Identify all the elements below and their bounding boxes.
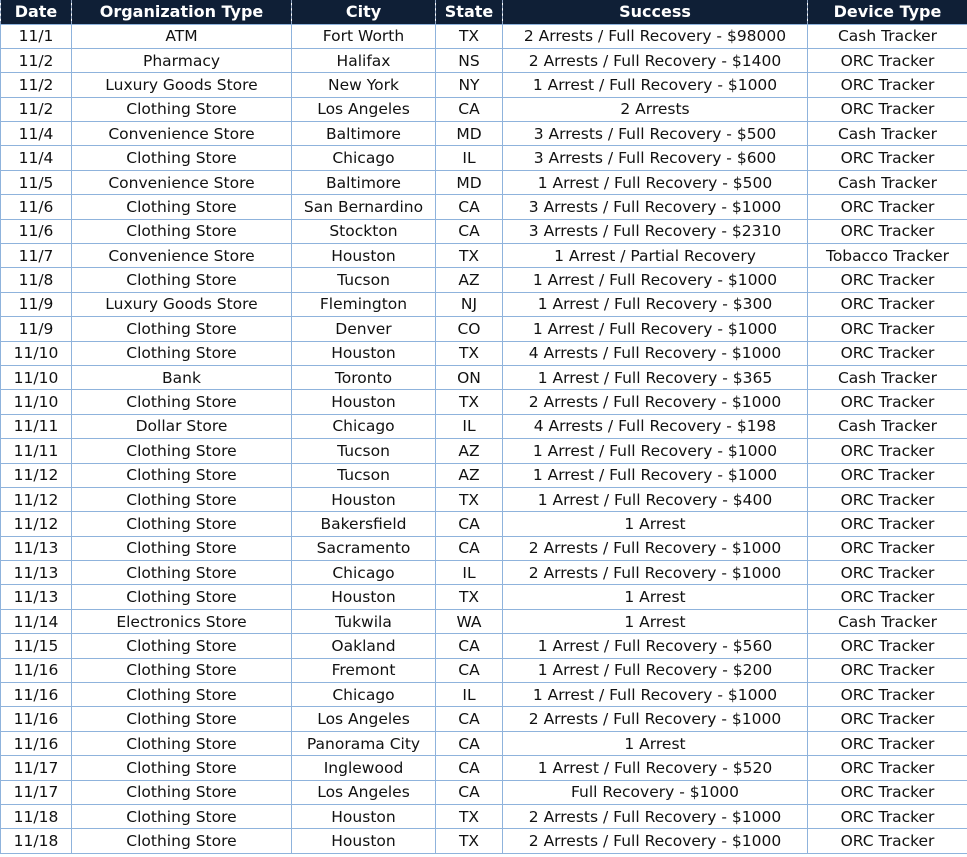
cell-success: 1 Arrest / Full Recovery - $1000 (503, 439, 808, 463)
cell-date: 11/16 (1, 707, 72, 731)
cell-city: Chicago (292, 414, 436, 438)
cell-city: Chicago (292, 561, 436, 585)
cell-device-type: ORC Tracker (808, 585, 967, 609)
cell-success: 1 Arrest / Full Recovery - $200 (503, 658, 808, 682)
table-row (1, 585, 967, 609)
cell-state: CA (436, 219, 503, 243)
cell-city: Houston (292, 585, 436, 609)
cell-state: CA (436, 97, 503, 121)
cell-city: Houston (292, 341, 436, 365)
cell-state: TX (436, 390, 503, 414)
cell-device-type: Tobacco Tracker (808, 244, 967, 268)
cell-date: 11/7 (1, 244, 72, 268)
cell-device-type: ORC Tracker (808, 707, 967, 731)
cell-date: 11/10 (1, 365, 72, 389)
header-date: Date (1, 0, 72, 24)
cell-success: 3 Arrests / Full Recovery - $2310 (503, 219, 808, 243)
cell-city: Houston (292, 805, 436, 829)
table-row (1, 512, 967, 536)
cell-date: 11/10 (1, 341, 72, 365)
cell-organization-type: Clothing Store (72, 487, 292, 511)
cell-city: Flemington (292, 292, 436, 316)
cell-state: CA (436, 512, 503, 536)
cell-device-type: Cash Tracker (808, 414, 967, 438)
cell-organization-type: Clothing Store (72, 536, 292, 560)
cell-city: Los Angeles (292, 707, 436, 731)
cell-state: AZ (436, 463, 503, 487)
cell-device-type: ORC Tracker (808, 219, 967, 243)
header-success: Success (503, 0, 808, 24)
cell-organization-type: Clothing Store (72, 683, 292, 707)
cell-success: 2 Arrests / Full Recovery - $98000 (503, 24, 808, 48)
cell-city: Inglewood (292, 756, 436, 780)
table-row (1, 756, 967, 780)
cell-organization-type: Bank (72, 365, 292, 389)
cell-state: CA (436, 634, 503, 658)
cell-organization-type: Clothing Store (72, 512, 292, 536)
cell-success: 1 Arrest / Full Recovery - $300 (503, 292, 808, 316)
cell-city: San Bernardino (292, 195, 436, 219)
cell-city: Tucson (292, 268, 436, 292)
cell-state: AZ (436, 268, 503, 292)
cell-success: 1 Arrest (503, 585, 808, 609)
cell-state: IL (436, 146, 503, 170)
cell-success: 1 Arrest / Full Recovery - $1000 (503, 268, 808, 292)
table-row (1, 97, 967, 121)
cell-organization-type: Clothing Store (72, 805, 292, 829)
cell-organization-type: Convenience Store (72, 244, 292, 268)
table-row (1, 244, 967, 268)
cell-date: 11/13 (1, 536, 72, 560)
cell-date: 11/8 (1, 268, 72, 292)
table-row (1, 317, 967, 341)
table-row (1, 439, 967, 463)
cell-city: Tukwila (292, 609, 436, 633)
cell-city: Houston (292, 390, 436, 414)
cell-organization-type: Electronics Store (72, 609, 292, 633)
cell-device-type: Cash Tracker (808, 609, 967, 633)
cell-city: Houston (292, 244, 436, 268)
cell-organization-type: Dollar Store (72, 414, 292, 438)
cell-city: Houston (292, 487, 436, 511)
cell-success: 2 Arrests (503, 97, 808, 121)
cell-state: TX (436, 244, 503, 268)
cell-date: 11/4 (1, 122, 72, 146)
table-row (1, 170, 967, 194)
cell-device-type: ORC Tracker (808, 195, 967, 219)
table-row (1, 390, 967, 414)
cell-state: CA (436, 780, 503, 804)
cell-device-type: ORC Tracker (808, 390, 967, 414)
cell-date: 11/2 (1, 97, 72, 121)
cell-organization-type: Clothing Store (72, 268, 292, 292)
cell-success: 4 Arrests / Full Recovery - $198 (503, 414, 808, 438)
cell-state: CA (436, 658, 503, 682)
cell-city: Panorama City (292, 731, 436, 755)
cell-state: IL (436, 561, 503, 585)
cell-date: 11/16 (1, 658, 72, 682)
cell-date: 11/16 (1, 683, 72, 707)
cell-date: 11/17 (1, 780, 72, 804)
cell-device-type: ORC Tracker (808, 634, 967, 658)
cell-date: 11/15 (1, 634, 72, 658)
cell-state: MD (436, 170, 503, 194)
table-row (1, 536, 967, 560)
cell-device-type: ORC Tracker (808, 512, 967, 536)
cell-city: Baltimore (292, 170, 436, 194)
cell-organization-type: Clothing Store (72, 195, 292, 219)
cell-device-type: ORC Tracker (808, 292, 967, 316)
cell-organization-type: Clothing Store (72, 97, 292, 121)
cell-date: 11/13 (1, 585, 72, 609)
cell-organization-type: Clothing Store (72, 731, 292, 755)
cell-state: CA (436, 536, 503, 560)
table-row (1, 658, 967, 682)
cell-organization-type: Clothing Store (72, 341, 292, 365)
cell-city: Stockton (292, 219, 436, 243)
table-row (1, 780, 967, 804)
cell-city: Fort Worth (292, 24, 436, 48)
cell-device-type: ORC Tracker (808, 97, 967, 121)
cell-organization-type: Clothing Store (72, 146, 292, 170)
cell-city: Fremont (292, 658, 436, 682)
cell-organization-type: Clothing Store (72, 463, 292, 487)
cell-device-type: ORC Tracker (808, 731, 967, 755)
header-organization-type: Organization Type (72, 0, 292, 24)
cell-device-type: ORC Tracker (808, 146, 967, 170)
cell-city: Los Angeles (292, 97, 436, 121)
cell-organization-type: Clothing Store (72, 561, 292, 585)
table-row (1, 609, 967, 633)
table-row (1, 561, 967, 585)
cell-city: Bakersfield (292, 512, 436, 536)
cell-state: CA (436, 707, 503, 731)
cell-device-type: ORC Tracker (808, 780, 967, 804)
table-row (1, 414, 967, 438)
cell-device-type: ORC Tracker (808, 658, 967, 682)
cell-state: TX (436, 829, 503, 853)
cell-organization-type: Clothing Store (72, 585, 292, 609)
cell-success: 3 Arrests / Full Recovery - $1000 (503, 195, 808, 219)
cell-success: 4 Arrests / Full Recovery - $1000 (503, 341, 808, 365)
cell-organization-type: Clothing Store (72, 219, 292, 243)
cell-state: NY (436, 73, 503, 97)
cell-organization-type: Clothing Store (72, 707, 292, 731)
header-city: City (292, 0, 436, 24)
cell-state: NS (436, 48, 503, 72)
cell-organization-type: Clothing Store (72, 756, 292, 780)
cell-city: Tucson (292, 439, 436, 463)
cell-state: MD (436, 122, 503, 146)
cell-date: 11/2 (1, 48, 72, 72)
cell-success: 3 Arrests / Full Recovery - $600 (503, 146, 808, 170)
cell-device-type: Cash Tracker (808, 365, 967, 389)
cell-organization-type: Clothing Store (72, 439, 292, 463)
cell-success: 1 Arrest / Full Recovery - $520 (503, 756, 808, 780)
cell-date: 11/6 (1, 195, 72, 219)
table-row (1, 365, 967, 389)
cell-state: ON (436, 365, 503, 389)
cell-state: TX (436, 487, 503, 511)
cell-date: 11/4 (1, 146, 72, 170)
cell-date: 11/6 (1, 219, 72, 243)
cell-city: Houston (292, 829, 436, 853)
cell-city: Halifax (292, 48, 436, 72)
table-row (1, 48, 967, 72)
table-row (1, 731, 967, 755)
cell-state: CA (436, 756, 503, 780)
cell-state: CA (436, 195, 503, 219)
table-row (1, 268, 967, 292)
cell-date: 11/12 (1, 487, 72, 511)
cell-device-type: ORC Tracker (808, 439, 967, 463)
cell-date: 11/2 (1, 73, 72, 97)
cell-device-type: ORC Tracker (808, 561, 967, 585)
cell-device-type: ORC Tracker (808, 487, 967, 511)
cell-state: WA (436, 609, 503, 633)
cell-success: 1 Arrest / Full Recovery - $1000 (503, 73, 808, 97)
cell-device-type: Cash Tracker (808, 24, 967, 48)
cell-date: 11/14 (1, 609, 72, 633)
cell-organization-type: Clothing Store (72, 634, 292, 658)
cell-date: 11/18 (1, 805, 72, 829)
cell-date: 11/9 (1, 292, 72, 316)
cell-organization-type: Convenience Store (72, 122, 292, 146)
table-row (1, 829, 967, 853)
cell-organization-type: Clothing Store (72, 658, 292, 682)
cell-organization-type: Clothing Store (72, 317, 292, 341)
cell-device-type: ORC Tracker (808, 829, 967, 853)
cell-date: 11/12 (1, 512, 72, 536)
cell-date: 11/1 (1, 24, 72, 48)
table-row (1, 219, 967, 243)
cell-success: 3 Arrests / Full Recovery - $500 (503, 122, 808, 146)
cell-city: Oakland (292, 634, 436, 658)
table-row (1, 805, 967, 829)
table-row (1, 487, 967, 511)
table-row (1, 292, 967, 316)
cell-city: Chicago (292, 146, 436, 170)
table-row (1, 683, 967, 707)
cell-organization-type: Convenience Store (72, 170, 292, 194)
cell-city: Denver (292, 317, 436, 341)
cell-city: Toronto (292, 365, 436, 389)
cell-date: 11/11 (1, 439, 72, 463)
cell-organization-type: Luxury Goods Store (72, 73, 292, 97)
cell-device-type: ORC Tracker (808, 536, 967, 560)
cell-date: 11/5 (1, 170, 72, 194)
table-row (1, 195, 967, 219)
cell-device-type: ORC Tracker (808, 463, 967, 487)
cell-state: CO (436, 317, 503, 341)
cell-device-type: ORC Tracker (808, 805, 967, 829)
cell-city: New York (292, 73, 436, 97)
table-row (1, 24, 967, 48)
cell-success: 1 Arrest / Full Recovery - $1000 (503, 463, 808, 487)
header-state: State (436, 0, 503, 24)
cell-organization-type: Luxury Goods Store (72, 292, 292, 316)
table-header (1, 0, 967, 24)
cell-state: AZ (436, 439, 503, 463)
cell-success: 1 Arrest / Partial Recovery (503, 244, 808, 268)
cell-state: TX (436, 585, 503, 609)
cell-organization-type: ATM (72, 24, 292, 48)
cell-state: IL (436, 414, 503, 438)
cell-success: 1 Arrest (503, 512, 808, 536)
cell-device-type: Cash Tracker (808, 170, 967, 194)
cell-state: TX (436, 805, 503, 829)
table-row (1, 73, 967, 97)
cell-state: CA (436, 731, 503, 755)
cell-success: 1 Arrest / Full Recovery - $400 (503, 487, 808, 511)
cell-device-type: ORC Tracker (808, 268, 967, 292)
cell-success: 2 Arrests / Full Recovery - $1000 (503, 390, 808, 414)
cell-success: 2 Arrests / Full Recovery - $1000 (503, 829, 808, 853)
cell-date: 11/16 (1, 731, 72, 755)
cell-success: 2 Arrests / Full Recovery - $1400 (503, 48, 808, 72)
cell-success: 1 Arrest / Full Recovery - $560 (503, 634, 808, 658)
cell-date: 11/13 (1, 561, 72, 585)
cell-city: Sacramento (292, 536, 436, 560)
cell-organization-type: Pharmacy (72, 48, 292, 72)
table-row (1, 122, 967, 146)
cell-city: Tucson (292, 463, 436, 487)
cell-success: 1 Arrest (503, 731, 808, 755)
cell-device-type: ORC Tracker (808, 48, 967, 72)
cell-organization-type: Clothing Store (72, 829, 292, 853)
cell-device-type: ORC Tracker (808, 317, 967, 341)
cell-date: 11/17 (1, 756, 72, 780)
cell-success: 1 Arrest / Full Recovery - $1000 (503, 683, 808, 707)
cell-device-type: ORC Tracker (808, 73, 967, 97)
cell-device-type: ORC Tracker (808, 683, 967, 707)
table-row (1, 634, 967, 658)
cell-date: 11/12 (1, 463, 72, 487)
cell-success: 1 Arrest (503, 609, 808, 633)
cell-device-type: ORC Tracker (808, 341, 967, 365)
cell-state: TX (436, 341, 503, 365)
cell-state: TX (436, 24, 503, 48)
cell-city: Los Angeles (292, 780, 436, 804)
cell-success: 2 Arrests / Full Recovery - $1000 (503, 561, 808, 585)
table-row (1, 463, 967, 487)
cell-success: 1 Arrest / Full Recovery - $1000 (503, 317, 808, 341)
cell-city: Baltimore (292, 122, 436, 146)
table-row (1, 341, 967, 365)
table-row (1, 146, 967, 170)
cell-state: IL (436, 683, 503, 707)
cell-date: 11/18 (1, 829, 72, 853)
header-device-type: Device Type (808, 0, 967, 24)
cell-success: Full Recovery - $1000 (503, 780, 808, 804)
cell-date: 11/11 (1, 414, 72, 438)
header-row (1, 0, 967, 24)
cell-city: Chicago (292, 683, 436, 707)
cell-success: 2 Arrests / Full Recovery - $1000 (503, 707, 808, 731)
cell-device-type: ORC Tracker (808, 756, 967, 780)
cell-date: 11/9 (1, 317, 72, 341)
cell-device-type: Cash Tracker (808, 122, 967, 146)
cell-organization-type: Clothing Store (72, 780, 292, 804)
table-row (1, 707, 967, 731)
cell-date: 11/10 (1, 390, 72, 414)
cell-success: 1 Arrest / Full Recovery - $365 (503, 365, 808, 389)
cell-state: NJ (436, 292, 503, 316)
table-body (1, 24, 967, 853)
cell-success: 2 Arrests / Full Recovery - $1000 (503, 805, 808, 829)
cell-organization-type: Clothing Store (72, 390, 292, 414)
cell-success: 2 Arrests / Full Recovery - $1000 (503, 536, 808, 560)
cell-success: 1 Arrest / Full Recovery - $500 (503, 170, 808, 194)
